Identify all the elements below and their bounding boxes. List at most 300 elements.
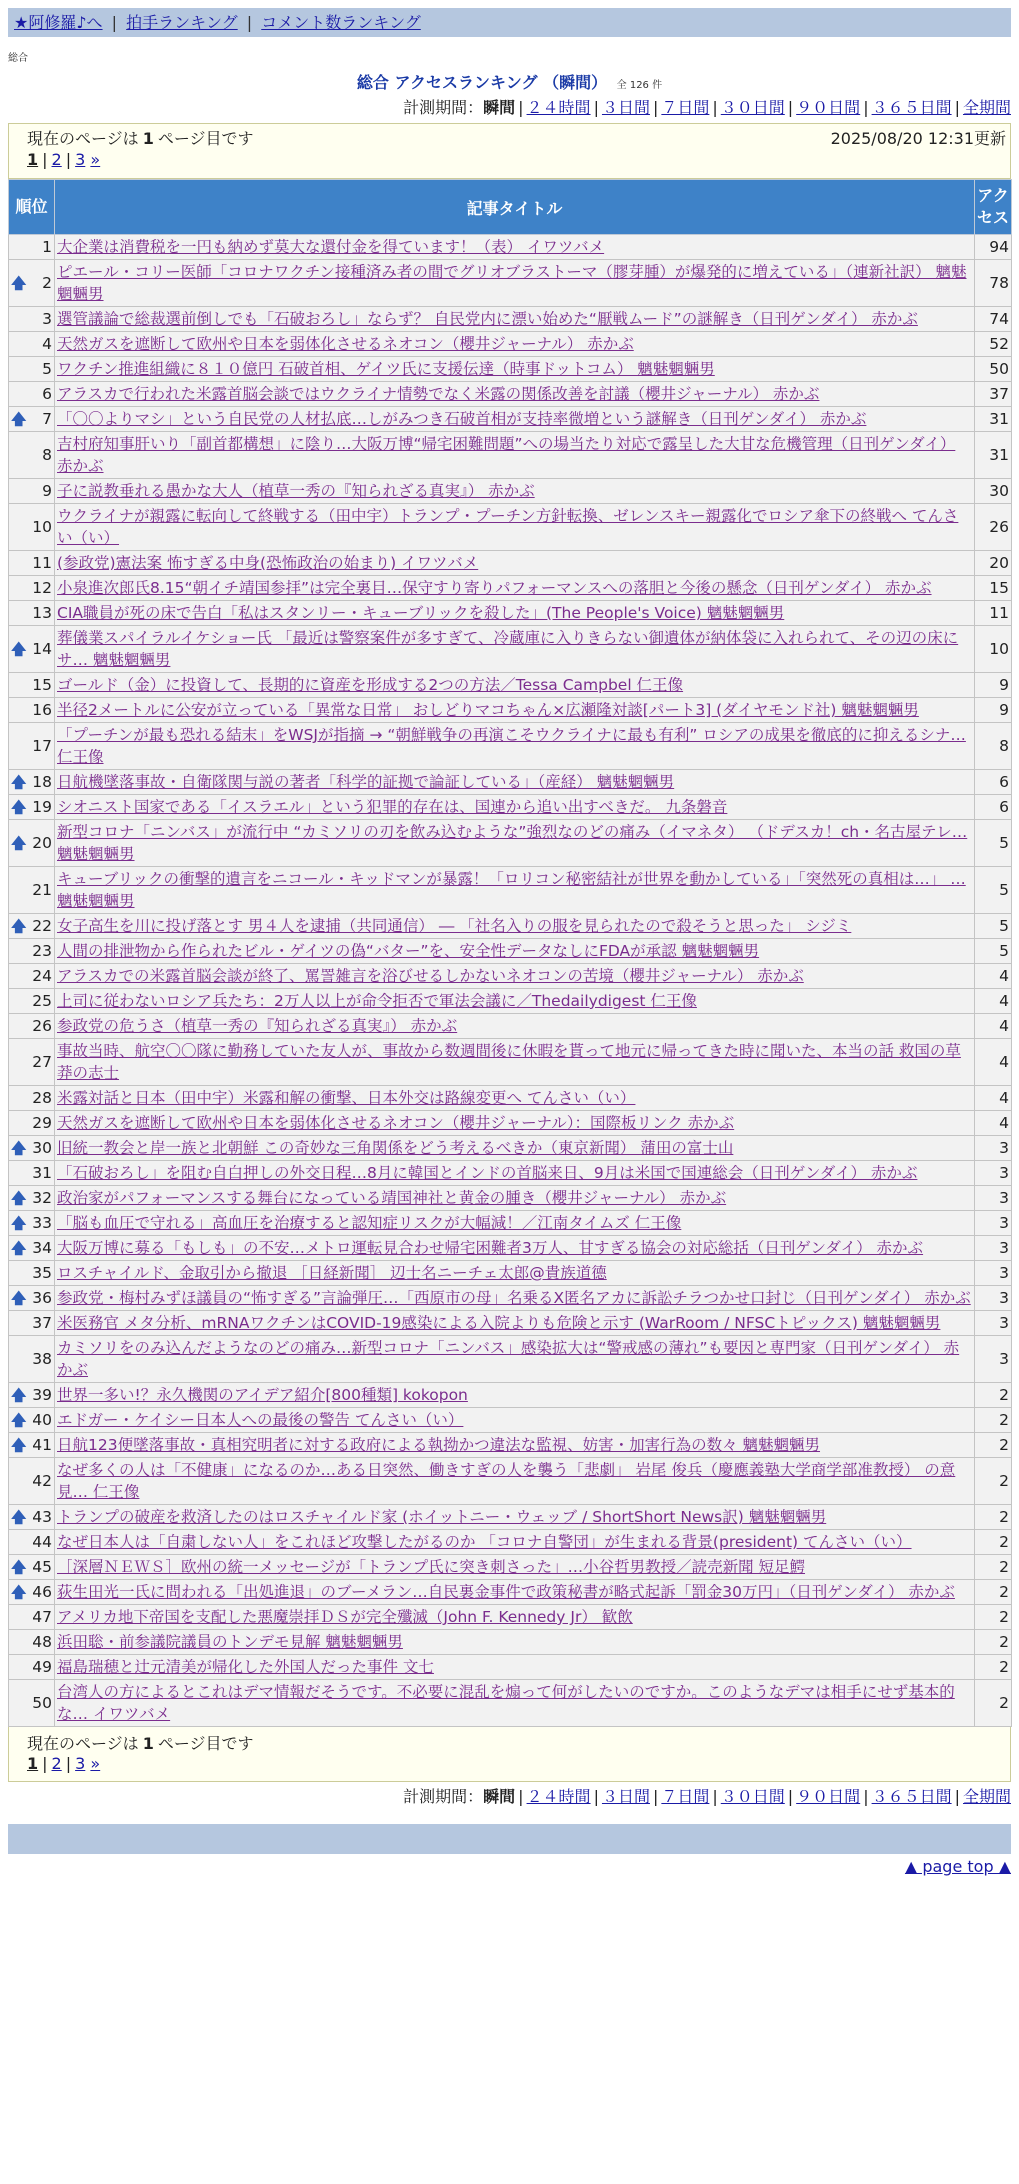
current-page: 1 [27,150,39,169]
title-cell [55,332,975,357]
access-count: 4 [975,1111,1012,1136]
period-separator: | [712,98,718,117]
title-cell [55,723,975,770]
access-count: 15 [975,576,1012,601]
article-title-link[interactable]: キューブリックの衝撃的遺言をニコール・キッドマンが暴露！「ロリコン秘密結社が世界を動かしている」「突然死の真相は…」 … 魑魅魍魎男 [57,870,966,910]
period-link-0[interactable]: ２４時間 [526,1787,591,1806]
title-cell [55,307,975,332]
title-cell [55,1186,975,1211]
title-cell [55,1555,975,1580]
page-link-3[interactable]: 3 [75,1754,86,1773]
rank-number: 11 [32,554,52,572]
article-title-link[interactable]: 大阪万博に募る「もしも」の不安…メトロ運転見合わせ帰宅困難者3万人、甘すぎる協会の対応総括（日刊ゲンダイ） 赤かぶ [57,1239,924,1257]
home-link[interactable]: ★阿修羅♪へ [14,13,103,32]
rank-up-arrow-icon: 🡅 [11,1289,27,1307]
table-row [9,1458,1012,1505]
rank-cell [9,914,55,939]
article-title-link[interactable]: 天然ガスを遮断して欧州や日本を弱体化させるネオコン（櫻井ジャーナル） 赤かぶ [57,335,634,353]
article-title-link[interactable]: 吉村府知事肝いり「副首都構想」に陰り…大阪万博“帰宅困難問題”への場当たり対応で露呈した大甘な危機管理（日刊ゲンダイ） 赤かぶ [57,435,956,475]
title-cell [55,673,975,698]
table-row [9,1136,1012,1161]
article-title-link[interactable]: 「石破おろし」を阻む自白押しの外交日程…8月に韓国とインドの首脳来日、9月は米国で国連総会（日刊ゲンダイ） 赤かぶ [57,1164,918,1182]
article-title-link[interactable]: エドガー・ケイシー日本人への最後の警告 てんさい（い） [57,1411,464,1429]
rank-cell [9,1211,55,1236]
page-link-3[interactable]: 3 [75,150,86,169]
access-count: 5 [975,867,1012,914]
article-title-link[interactable]: 浜田聡・前参議院議員のトンデモ見解 魑魅魍魎男 [57,1633,403,1651]
table-row [9,1630,1012,1655]
rank-up-arrow-icon: 🡅 [11,1239,27,1257]
title-cell [55,1039,975,1086]
table-row [9,939,1012,964]
rank-cell [9,1261,55,1286]
rank-up-arrow-icon: 🡅 [11,1411,27,1429]
rank-number: 8 [42,446,52,464]
title-cell [55,260,975,307]
page-link-2[interactable]: 2 [51,150,62,169]
rank-number: 10 [32,518,52,536]
title-cell [55,1433,975,1458]
rank-cell [9,601,55,626]
article-title-link[interactable]: 日航123便墜落事故・真相究明者に対する政府による執拗かつ違法な監視、妨害・加害行為の数々 魑魅魍魎男 [57,1436,821,1454]
rank-number: 4 [42,335,52,353]
table-row [9,989,1012,1014]
rank-cell [9,1086,55,1111]
rank-up-arrow-icon: 🡅 [11,640,27,658]
title-cell [55,1383,975,1408]
rank-number: 29 [32,1114,52,1132]
table-row [9,601,1012,626]
table-row [9,551,1012,576]
article-title-link[interactable]: ［深層ＮＥＷＳ］欧州の統一メッセージが「トランプ氏に突き刺さった」…小谷哲男教授／読売新聞 短足鰐 [57,1558,806,1576]
article-title-link[interactable]: ピエール・コリー医師「コロナワクチン接種済み者の間でグリオブラストーマ（膠芽腫）が爆発的に増えている」（連新社訳） 魑魅魍魎男 [57,263,967,303]
rank-cell [9,795,55,820]
title-cell [55,479,975,504]
rank-up-arrow-icon: 🡅 [11,798,27,816]
access-count: 30 [975,479,1012,504]
rank-cell [9,989,55,1014]
rank-number: 6 [42,385,52,403]
article-title-link[interactable]: CIA職員が死の床で告白「私はスタンリー・キューブリックを殺した」(The People's Voice) 魑魅魍魎男 [57,604,785,622]
rank-up-arrow-icon: 🡅 [11,1436,27,1454]
article-title-link[interactable]: 小泉進次郎氏8.15“朝イチ靖国参拝”は完全裏目…保守すり寄りパフォーマンスへの落胆と今後の懸念（日刊ゲンダイ） 赤かぶ [57,579,932,597]
rank-number: 3 [42,310,52,328]
page-status-suffix: ページ目です [157,129,254,148]
table-row [9,698,1012,723]
article-title-link[interactable]: 参政党の危うさ（植草一秀の『知られざる真実』） 赤かぶ [57,1017,458,1035]
table-row [9,332,1012,357]
rank-cell [9,260,55,307]
rank-number: 26 [32,1017,52,1035]
current-page-number: 1 [142,129,154,148]
rank-number: 15 [32,676,52,694]
access-count: 94 [975,235,1012,260]
rank-number: 38 [32,1350,52,1368]
access-count: 3 [975,1136,1012,1161]
rank-number: 2 [42,274,52,292]
period-link-3[interactable]: ３０日間 [720,1787,785,1806]
rank-cell [9,576,55,601]
rank-number: 32 [32,1189,52,1207]
rank-number: 48 [32,1633,52,1651]
article-title-link[interactable]: ワクチン推進組織に８１０億円 石破首相、ゲイツ氏に支援伝達（時事ドットコム） 魑魅魍魎男 [57,360,715,378]
article-title-link[interactable]: ウクライナが親露に転向して終戦する（田中宇）トランプ・プーチン方針転換、ゼレンスキー親露化でロシア傘下の終戦へ てんさい（い） [57,507,959,547]
period-current: 瞬間 [483,1787,516,1806]
access-count: 9 [975,673,1012,698]
period-link-5[interactable]: ３６５日間 [871,1787,952,1806]
rank-number: 30 [32,1139,52,1157]
rank-number: 22 [32,917,52,935]
access-count: 2 [975,1408,1012,1433]
period-link-5[interactable]: ３６５日間 [871,98,952,117]
period-link-1[interactable]: ３日間 [601,98,650,117]
table-row [9,1236,1012,1261]
table-row [9,407,1012,432]
table-row [9,235,1012,260]
rank-up-arrow-icon: 🡅 [11,1558,27,1576]
access-count: 5 [975,820,1012,867]
title-cell [55,357,975,382]
article-title-link[interactable]: 天然ガスを遮断して欧州や日本を弱体化させるネオコン（櫻井ジャーナル）：国際板リンク 赤かぶ [57,1114,735,1132]
article-title-link[interactable]: 事故当時、航空〇〇隊に勤務していた友人が、事故から数週間後に休暇を貰って地元に帰ってきた時に聞いた、本当の話 救国の草莽の志士 [57,1042,961,1082]
rank-number: 35 [32,1264,52,1282]
article-title-link[interactable]: 女子高生を川に投げ落とす 男４人を逮捕（共同通信） ― 「社名入りの服を見られたので殺そうと思った」 シジミ [57,917,852,935]
rank-number: 46 [32,1583,52,1601]
rank-number: 17 [32,737,52,755]
rank-cell [9,332,55,357]
rank-up-arrow-icon: 🡅 [11,834,27,852]
rank-up-arrow-icon: 🡅 [11,410,27,428]
rank-number: 34 [32,1239,52,1257]
title-cell [55,1111,975,1136]
title-cell [55,939,975,964]
rank-up-arrow-icon: 🡅 [11,274,27,292]
rank-number: 12 [32,579,52,597]
page-status [27,1731,1004,1754]
article-title-link[interactable]: なぜ多くの人は「不健康」になるのか…ある日突然、働きすぎの人を襲う「悲劇」 岩尾 俊兵（慶應義塾大学商学部准教授） の意見… 仁王像 [57,1461,956,1501]
table-row [9,1261,1012,1286]
title-cell [55,1336,975,1383]
access-count: 26 [975,504,1012,551]
access-count: 2 [975,1458,1012,1505]
title-cell [55,1505,975,1530]
rank-up-arrow-icon: 🡅 [11,1386,27,1404]
rank-cell [9,382,55,407]
table-row [9,770,1012,795]
access-count: 31 [975,432,1012,479]
table-row [9,1111,1012,1136]
rank-cell [9,1505,55,1530]
article-title-link[interactable]: 政治家がパフォーマンスする舞台になっている靖国神社と黄金の腫き（櫻井ジャーナル） 赤かぶ [57,1189,727,1207]
title-cell [55,867,975,914]
period-separator: | [593,1787,599,1806]
article-title-link[interactable]: シオニスト国家である「イスラエル」という犯罪的存在は、国連から追い出すべきだ。 九条磐音 [57,798,728,816]
access-count: 3 [975,1236,1012,1261]
rank-up-arrow-icon: 🡅 [11,1189,27,1207]
table-row [9,1605,1012,1630]
title-cell [55,382,975,407]
access-count: 2 [975,1630,1012,1655]
article-title-link[interactable]: 台湾人の方によるとこれはデマ情報だそうです。不必要に混乱を煽って何がしたいのですか。このようなデマは相手にせず基本的な… イワツバメ [57,1683,955,1723]
rank-cell [9,307,55,332]
rank-number: 18 [32,773,52,791]
period-link-0[interactable]: ２４時間 [526,98,591,117]
rank-number: 27 [32,1053,52,1071]
rank-up-arrow-icon: 🡅 [11,1139,27,1157]
access-count: 10 [975,626,1012,673]
page-link-2[interactable]: 2 [51,1754,62,1773]
table-row [9,964,1012,989]
rank-cell [9,1111,55,1136]
period-link-4[interactable]: ９０日間 [796,98,861,117]
article-title-link[interactable]: なぜ日本人は「自粛しない人」をこれほど攻撃したがるのか 「コロナ自警団」が生まれる背景(president) てんさい（い） [57,1533,912,1551]
rank-cell [9,235,55,260]
article-title-link[interactable]: ゴールド（金）に投資して、長期的に資産を形成する2つの方法／Tessa Campbel 仁王像 [57,676,684,694]
article-title-link[interactable]: 葬儀業スパイラルイケショー氏 「最近は警察案件が多すぎて、冷蔵庫に入りきらない御遺体が納体袋に入れられて、その辺の床にサ… 魑魅魍魎男 [57,629,959,669]
period-link-4[interactable]: ９０日間 [796,1787,861,1806]
access-count: 5 [975,939,1012,964]
page-separator: | [42,1754,48,1773]
access-count: 8 [975,723,1012,770]
article-title-link[interactable]: 参政党・梅村みずほ議員の“怖すぎる”言論弾圧…「西原市の母」名乗るX匿名アカに訴訟チラつかせ口封じ（日刊ゲンダイ） 赤かぶ [57,1289,971,1307]
access-count: 78 [975,260,1012,307]
article-title-link[interactable]: アラスカで行われた米露首脳会談ではウクライナ情勢でなく米露の関係改善を討議（櫻井ジャーナル） 赤かぶ [57,385,820,403]
period-link-6[interactable]: 全期間 [962,98,1011,117]
rank-number: 1 [42,238,52,256]
article-title-link[interactable]: 選管議論で総裁選前倒しでも「石破おろし」ならず？ 自民党内に漂い始めた“厭戦ムード”の謎解き（日刊ゲンダイ） 赤かぶ [57,310,918,328]
title-cell [55,1211,975,1236]
period-link-3[interactable]: ３０日間 [720,98,785,117]
rank-cell [9,479,55,504]
table-row [9,867,1012,914]
table-row [9,1014,1012,1039]
article-title-link[interactable]: 「プーチンが最も恐れる結末」をWSJが指摘 → “朝鮮戦争の再演こそウクライナに最も有利” ロシアの成果を徹底的に抑えるシナ… 仁王像 [57,726,966,766]
next-page-link[interactable]: » [90,150,101,169]
period-separator: | [954,98,960,117]
table-row [9,723,1012,770]
access-column-header: アクセス [975,180,1012,235]
rank-number: 36 [32,1289,52,1307]
rank-number: 5 [42,360,52,378]
current-page: 1 [27,1754,39,1773]
pagination [27,149,1004,170]
period-link-6[interactable]: 全期間 [962,1787,1011,1806]
rank-cell [9,1136,55,1161]
access-count: 5 [975,914,1012,939]
table-row [9,1555,1012,1580]
table-row [9,1680,1012,1727]
rank-number: 19 [32,798,52,816]
table-row [9,1336,1012,1383]
rank-number: 50 [32,1694,52,1712]
article-title-link[interactable]: 日航機墜落事故・自衛隊関与説の著者「科学的証拠で論証している」（産経） 魑魅魍魎男 [57,773,675,791]
page-top-link[interactable]: ▲ page top ▲ [904,1857,1011,1876]
article-title-link[interactable]: 人間の排泄物から作られたビル・ゲイツの偽“バター”を、安全性データなしにFDAが承認 魑魅魍魎男 [57,942,760,960]
article-title-link[interactable]: 旧統一教会と岸一族と北朝鮮 この奇妙な三角関係をどう考えるべきか（東京新聞） 蒲田の富士山 [57,1139,734,1157]
title-cell [55,795,975,820]
table-row [9,1286,1012,1311]
rank-cell [9,867,55,914]
title-cell [55,1530,975,1555]
title-cell [55,1680,975,1727]
access-count: 6 [975,770,1012,795]
access-count: 4 [975,964,1012,989]
title-cell [55,1630,975,1655]
access-count: 11 [975,601,1012,626]
period-separator: | [712,1787,718,1806]
access-count: 31 [975,407,1012,432]
title-cell [55,504,975,551]
title-cell [55,914,975,939]
rank-cell [9,673,55,698]
title-cell [55,820,975,867]
applause-ranking-link[interactable]: 拍手ランキング [126,13,238,32]
article-title-link[interactable]: アラスカでの米露首脳会談が終了、罵詈雑言を浴びせるしかないネオコンの苦境（櫻井ジャーナル） 赤かぶ [57,967,804,985]
access-count: 74 [975,307,1012,332]
title-cell [55,1086,975,1111]
table-row [9,479,1012,504]
period-separator: | [593,98,599,117]
table-row [9,795,1012,820]
rank-number: 49 [32,1658,52,1676]
article-title-link[interactable]: 福島瑞穂と辻元清美が帰化した外国人だった事件 文七 [57,1658,434,1676]
access-count: 2 [975,1383,1012,1408]
access-count: 9 [975,698,1012,723]
article-title-link[interactable]: 上司に従わないロシア兵たち：2万人以上が命令拒否で軍法会議に／Thedailydigest 仁王像 [57,992,697,1010]
ranking-table [8,179,1012,1727]
title-cell [55,576,975,601]
table-row [9,1408,1012,1433]
rank-cell [9,1039,55,1086]
rank-column-header: 順位 [9,180,55,235]
table-row [9,1086,1012,1111]
rank-number: 14 [32,640,52,658]
table-row [9,432,1012,479]
article-title-link[interactable]: 荻生田光一氏に問われる「出処進退」のブーメラン…自民裏金事件で政策秘書が略式起訴「罰金30万円」（日刊ゲンダイ） 赤かぶ [57,1583,955,1601]
article-title-link[interactable]: 米露対話と日本（田中宇）米露和解の衝撃、日本外交は路線変更へ てんさい（い） [57,1089,636,1107]
title-cell [55,1136,975,1161]
period-separator: | [652,1787,659,1806]
article-title-link[interactable]: アメリカ地下帝国を支配した悪魔崇拝ＤＳが完全殲滅（John F. Kennedy Jr） 歓飲 [57,1608,633,1626]
access-count: 2 [975,1433,1012,1458]
title-cell [55,1580,975,1605]
article-title-link[interactable]: ロスチャイルド、金取引から撤退 ［日経新聞］ 辺士名ニーチェ太郎@貴族道德 [57,1264,607,1282]
rank-cell [9,407,55,432]
period-link-2[interactable]: ７日間 [661,98,710,117]
rank-cell [9,551,55,576]
rank-cell [9,1236,55,1261]
table-row [9,1311,1012,1336]
access-count: 4 [975,1086,1012,1111]
article-title-link[interactable]: 世界一多い!？永久機関のアイデア紹介[800種類] kokopon [57,1386,468,1404]
period-separator: | [787,98,794,117]
article-title-link[interactable]: 大企業は消費税を一円も納めず莫大な還付金を得ています！（表） イワツバメ [57,238,605,256]
next-page-link[interactable]: » [90,1754,101,1773]
rank-up-arrow-icon: 🡅 [11,917,27,935]
rank-number: 44 [32,1533,52,1551]
table-row [9,626,1012,673]
access-count: 3 [975,1186,1012,1211]
table-row [9,673,1012,698]
article-title-link[interactable]: 米医務官 メタ分析、mRNAワクチンはCOVID-19感染による入院よりも危険と示す (WarRoom / NFSCトピックス) 魑魅魍魎男 [57,1314,941,1332]
article-title-link[interactable]: トランプの破産を救済したのはロスチャイルド家 (ホイットニー・ウェッブ / ShortShort News訳) 魑魅魍魎男 [57,1508,827,1526]
rank-number: 24 [32,967,52,985]
article-title-link[interactable]: 新型コロナ「ニンバス」が流行中 “カミソリの刃を飲み込むような”強烈なのどの痛み（イマネタ） （ドデスカ！ch・名古屋テレ… 魑魅魍魎男 [57,823,968,863]
table-row [9,1039,1012,1086]
access-count: 2 [975,1530,1012,1555]
period-separator: | [787,1787,794,1806]
rank-number: 23 [32,942,52,960]
period-link-1[interactable]: ３日間 [601,1787,650,1806]
period-link-2[interactable]: ７日間 [661,1787,710,1806]
rank-cell [9,1408,55,1433]
article-title-link[interactable]: 半径2メートルに公安が立っている「異常な日常」 おしどりマコちゃん×広瀬隆対談[パート3] (ダイヤモンド社) 魑魅魍魎男 [57,701,919,719]
nav-separator: | [246,13,253,32]
access-count: 2 [975,1580,1012,1605]
table-row [9,260,1012,307]
rank-cell [9,1336,55,1383]
page-separator: | [65,1754,72,1773]
access-count: 3 [975,1336,1012,1383]
comment-ranking-link[interactable]: コメント数ランキング [261,13,421,32]
table-row [9,576,1012,601]
article-title-link[interactable]: 子に説教垂れる愚かな大人（植草一秀の『知られざる真実』） 赤かぶ [57,482,535,500]
rank-up-arrow-icon: 🡅 [11,1508,27,1526]
category-label: 総合 [8,53,28,64]
rank-cell [9,1530,55,1555]
rank-cell [9,1014,55,1039]
title-cell [55,1408,975,1433]
rank-number: 20 [32,834,52,852]
period-separator: | [518,1787,524,1806]
page-status-box [8,123,1011,179]
rank-cell [9,964,55,989]
table-row [9,307,1012,332]
table-row [9,1505,1012,1530]
period-label: 計測期間： [403,1787,484,1806]
title-cell [55,1655,975,1680]
title-cell [55,1014,975,1039]
rank-cell [9,1655,55,1680]
rank-cell [9,723,55,770]
access-count: 3 [975,1286,1012,1311]
table-row [9,1383,1012,1408]
title-cell [55,432,975,479]
page-status-box-bottom [8,1727,1011,1782]
table-header-row [9,180,1012,235]
article-title-link[interactable]: 「〇〇よりマシ」という自民党の人材払底…しがみつき石破首相が支持率微増という謎解き（日刊ゲンダイ） 赤かぶ [57,410,867,428]
table-row [9,1211,1012,1236]
title-cell [55,1236,975,1261]
rank-cell [9,1286,55,1311]
table-row [9,357,1012,382]
ranking-title: 総合 アクセスランキング （瞬間） [356,73,608,92]
title-cell [55,551,975,576]
rank-cell [9,1555,55,1580]
rank-number: 28 [32,1089,52,1107]
rank-number: 41 [32,1436,52,1454]
article-title-link[interactable]: 「脳も血圧で守れる」高血圧を治療すると認知症リスクが大幅減！／江南タイムズ 仁王像 [57,1214,682,1232]
article-title-link[interactable]: カミソリをのみ込んだようなのどの痛み…新型コロナ「ニンバス」感染拡大は“警戒感の薄れ”も要因と専門家（日刊ゲンダイ） 赤かぶ [57,1339,960,1379]
period-current: 瞬間 [483,98,516,117]
rank-number: 31 [32,1164,52,1182]
rank-cell [9,1161,55,1186]
rank-cell [9,1630,55,1655]
rank-cell [9,1186,55,1211]
period-separator: | [652,98,659,117]
article-title-link[interactable]: (参政党)憲法案 怖すぎる中身(恐怖政治の始まり) イワツバメ [57,554,479,572]
title-cell [55,964,975,989]
